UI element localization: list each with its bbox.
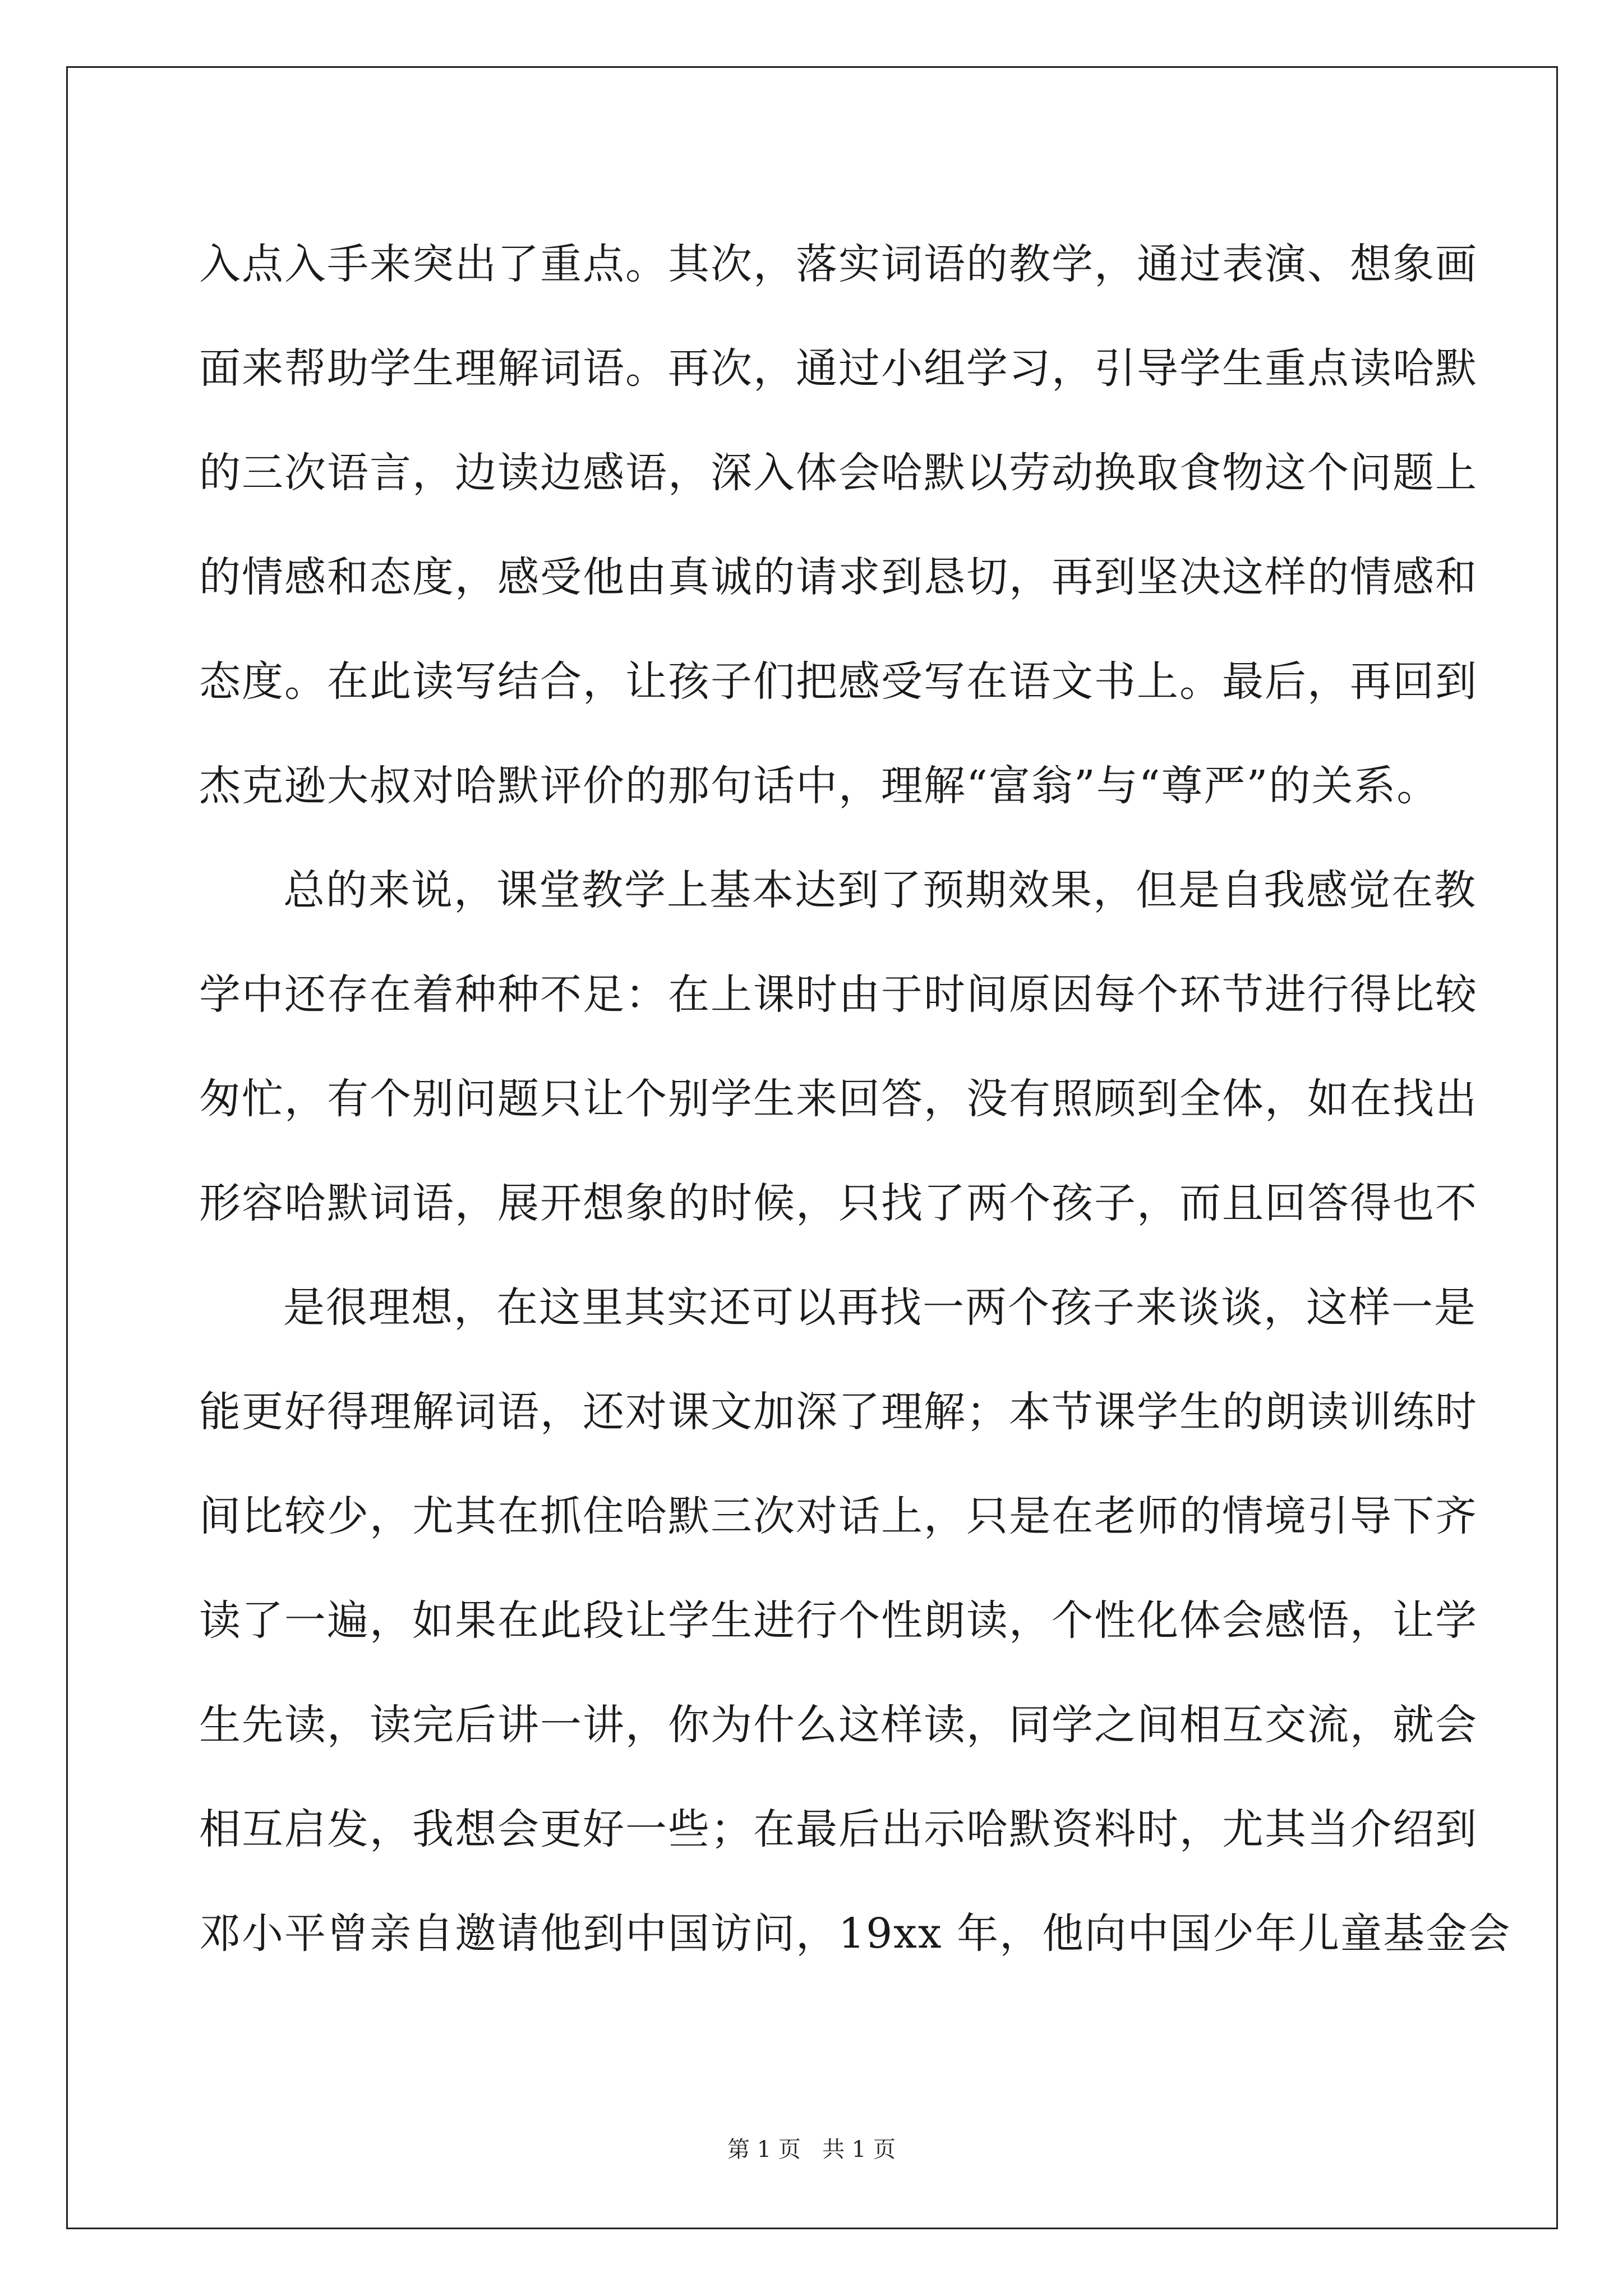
text-line: 相互启发，我想会更好一些；在最后出示哈默资料时，尤其当介绍到 xyxy=(199,1805,1478,1853)
text-line: 读了一遍，如果在此段让学生进行个性朗读，个性化体会感悟，让学 xyxy=(199,1596,1478,1645)
text-line: 邓小平曾亲自邀请他到中国访问，19xx 年，他向中国少年儿童基金会 xyxy=(199,1910,1511,1958)
text-line: 是很理想，在这里其实还可以再找一两个孩子来谈谈，这样一是 xyxy=(283,1283,1477,1332)
document-body xyxy=(199,212,1511,1986)
text-line: 入点入手来突出了重点。其次，落实词语的教学，通过表演、想象画 xyxy=(199,240,1478,288)
text-line: 能更好得理解词语，还对课文加深了理解；本节课学生的朗读训练时 xyxy=(199,1388,1478,1436)
text-line: 匆忙，有个别问题只让个别学生来回答，没有照顾到全体，如在找出 xyxy=(199,1075,1478,1123)
text-line: 态度。在此读写结合，让孩子们把感受写在语文书上。最后，再回到 xyxy=(199,657,1478,706)
page-footer: 第 1 页 共 1 页 xyxy=(727,2137,896,2162)
text-line: 杰克逊大叔对哈默评价的那句话中，理解“富翁”与“尊严”的关系。 xyxy=(199,762,1440,810)
text-line: 生先读，读完后讲一讲，你为什么这样读，同学之间相互交流，就会 xyxy=(199,1701,1478,1749)
text-line: 的情感和态度，感受他由真诚的请求到恳切，再到坚决这样的情感和 xyxy=(199,553,1478,601)
text-line: 形容哈默词语，展开想象的时候，只找了两个孩子，而且回答得也不 xyxy=(199,1179,1478,1227)
text-line: 面来帮助学生理解词语。再次，通过小组学习，引导学生重点读哈默 xyxy=(199,344,1478,393)
text-line: 总的来说，课堂教学上基本达到了预期效果，但是自我感觉在教 xyxy=(283,866,1477,914)
text-line: 间比较少，尤其在抓住哈默三次对话上，只是在老师的情境引导下齐 xyxy=(199,1492,1478,1540)
text-line: 的三次语言，边读边感语，深入体会哈默以劳动换取食物这个问题上 xyxy=(199,449,1478,497)
text-line: 学中还存在着种种不足：在上课时由于时间原因每个环节进行得比较 xyxy=(199,970,1478,1019)
